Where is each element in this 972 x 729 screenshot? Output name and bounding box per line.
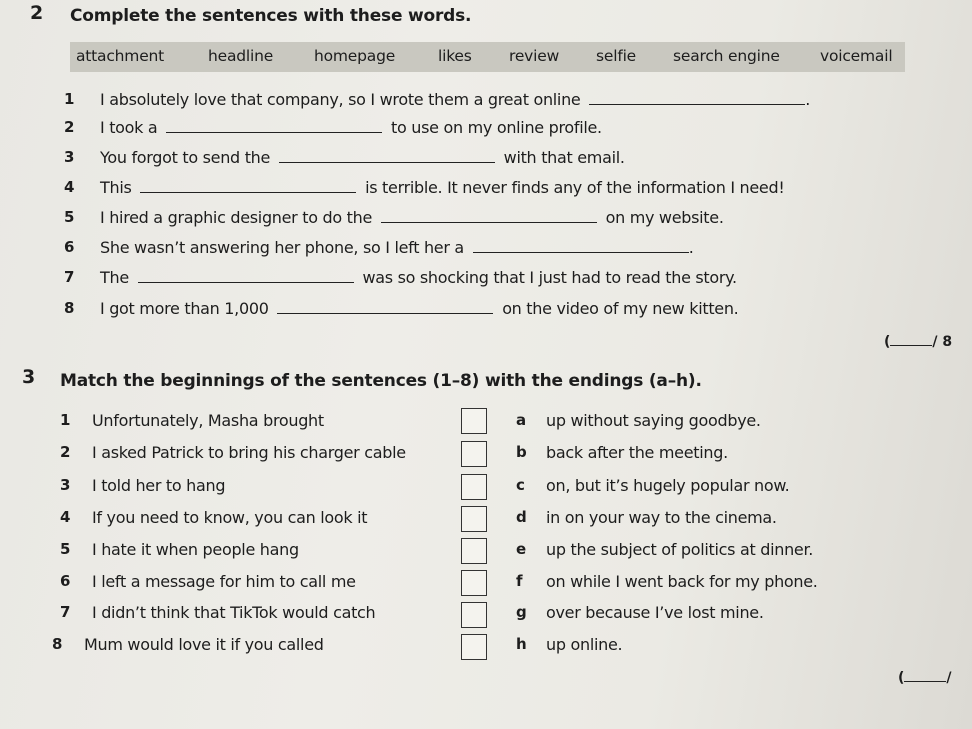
ex2-item-text-before: This [100, 178, 132, 197]
ex3-beginning-text: If you need to know, you can look it [92, 508, 368, 527]
ex2-item-text-after: . [688, 238, 694, 257]
answer-box[interactable] [461, 602, 487, 628]
ex3-ending-letter: c [516, 476, 525, 494]
ex3-ending-letter: d [516, 508, 527, 526]
ex3-beginning-number: 3 [60, 476, 71, 494]
ex3-ending-letter: f [516, 572, 523, 590]
ex3-beginning-number: 8 [52, 635, 63, 653]
ex2-score [884, 334, 952, 350]
ex2-item-8 [100, 299, 738, 318]
ex3-beginning-number: 5 [60, 540, 71, 558]
ex2-item-text-before: I hired a graphic designer to do the [100, 208, 372, 227]
ex2-item-text-before: You forgot to send the [100, 148, 271, 167]
ex3-beginning-number: 7 [60, 603, 71, 621]
ex2-item-text-after: to use on my online profile. [391, 118, 602, 137]
ex2-item-text-before: I took a [100, 118, 158, 137]
ex3-ending-letter: e [516, 540, 527, 558]
ex2-item-number: 8 [64, 299, 75, 317]
ex3-ending-letter: a [516, 411, 527, 429]
ex2-item-text-after: on my website. [605, 208, 724, 227]
exercise-2-instruction: Complete the sentences with these words. [70, 6, 472, 26]
ex3-beginning-number: 6 [60, 572, 71, 590]
answer-box[interactable] [461, 538, 487, 564]
ex3-beginning-number: 4 [60, 508, 71, 526]
ex3-ending-letter: h [516, 635, 527, 653]
ex2-item-text-after: . [805, 90, 811, 109]
ex3-beginning-text: I hate it when people hang [92, 540, 299, 559]
ex3-ending-letter: g [516, 603, 527, 621]
answer-blank[interactable] [277, 301, 493, 314]
ex3-ending-text: up online. [546, 635, 623, 654]
word-attachment: attachment [76, 47, 165, 65]
ex3-beginning-number: 1 [60, 411, 71, 429]
ex2-item-6 [100, 238, 694, 257]
ex2-item-number: 5 [64, 208, 75, 226]
ex2-item-4 [100, 178, 784, 197]
word-search-engine: search engine [673, 47, 780, 65]
ex3-ending-text: in on your way to the cinema. [546, 508, 777, 527]
ex3-ending-text: over because I’ve lost mine. [546, 603, 764, 622]
ex3-ending-text: up the subject of politics at dinner. [546, 540, 814, 559]
ex2-item-text-after: on the video of my new kitten. [502, 299, 739, 318]
word-selfie: selfie [596, 47, 637, 65]
score-open: ( [884, 334, 891, 350]
score-blank[interactable] [890, 335, 932, 346]
ex3-beginning-text: I didn’t think that TikTok would catch [92, 603, 376, 622]
ex3-beginning-text: I told her to hang [92, 476, 226, 495]
score-blank[interactable] [904, 671, 946, 682]
ex2-item-text-after: with that email. [503, 148, 625, 167]
answer-box[interactable] [461, 474, 487, 500]
answer-blank[interactable] [473, 240, 689, 253]
ex3-ending-text: up without saying goodbye. [546, 411, 761, 430]
ex2-item-text-after: is terrible. It never finds any of the information I need! [365, 178, 785, 197]
ex2-item-number: 7 [64, 268, 75, 286]
exercise-3-instruction: Match the beginnings of the sentences (1–8) with the endings (a–h). [60, 371, 702, 391]
ex2-item-number: 2 [64, 118, 75, 136]
answer-box[interactable] [461, 506, 487, 532]
answer-box[interactable] [461, 634, 487, 660]
word-headline: headline [208, 47, 274, 65]
ex2-item-2 [100, 118, 602, 137]
ex2-item-7 [100, 268, 737, 287]
exercise-2-number: 2 [30, 2, 44, 24]
score-open: ( [898, 670, 905, 686]
score-total: / [946, 670, 952, 686]
ex2-item-3 [100, 148, 625, 167]
answer-blank[interactable] [138, 270, 354, 283]
ex3-beginning-number: 2 [60, 443, 71, 461]
ex3-ending-letter: b [516, 443, 527, 461]
exercise-3-number: 3 [22, 366, 36, 388]
word-box [70, 42, 905, 72]
answer-blank[interactable] [279, 150, 495, 163]
ex2-item-text-before: The [100, 268, 129, 287]
word-voicemail: voicemail [820, 47, 893, 65]
ex3-score [898, 670, 952, 686]
ex3-beginning-text: Unfortunately, Masha brought [92, 411, 324, 430]
answer-blank[interactable] [140, 180, 356, 193]
answer-box[interactable] [461, 408, 487, 434]
ex2-item-1 [100, 90, 810, 109]
ex2-item-text-after: was so shocking that I just had to read the story. [362, 268, 737, 287]
answer-box[interactable] [461, 441, 487, 467]
ex3-ending-text: on, but it’s hugely popular now. [546, 476, 790, 495]
answer-blank[interactable] [166, 120, 382, 133]
ex2-item-number: 3 [64, 148, 75, 166]
ex2-item-number: 6 [64, 238, 75, 256]
ex2-item-number: 1 [64, 90, 75, 108]
ex2-item-5 [100, 208, 724, 227]
ex3-beginning-text: Mum would love it if you called [84, 635, 324, 654]
word-review: review [509, 47, 560, 65]
ex3-ending-text: on while I went back for my phone. [546, 572, 818, 591]
answer-box[interactable] [461, 570, 487, 596]
ex3-ending-text: back after the meeting. [546, 443, 728, 462]
ex3-beginning-text: I left a message for him to call me [92, 572, 356, 591]
ex2-item-text-before: She wasn’t answering her phone, so I left her a [100, 238, 464, 257]
answer-blank[interactable] [381, 210, 597, 223]
answer-blank[interactable] [589, 92, 805, 105]
word-homepage: homepage [314, 47, 396, 65]
score-total: / 8 [932, 334, 953, 350]
ex2-item-text-before: I absolutely love that company, so I wrote them a great online [100, 90, 581, 109]
word-likes: likes [438, 47, 472, 65]
ex3-beginning-text: I asked Patrick to bring his charger cable [92, 443, 406, 462]
ex2-item-number: 4 [64, 178, 75, 196]
ex2-item-text-before: I got more than 1,000 [100, 299, 269, 318]
